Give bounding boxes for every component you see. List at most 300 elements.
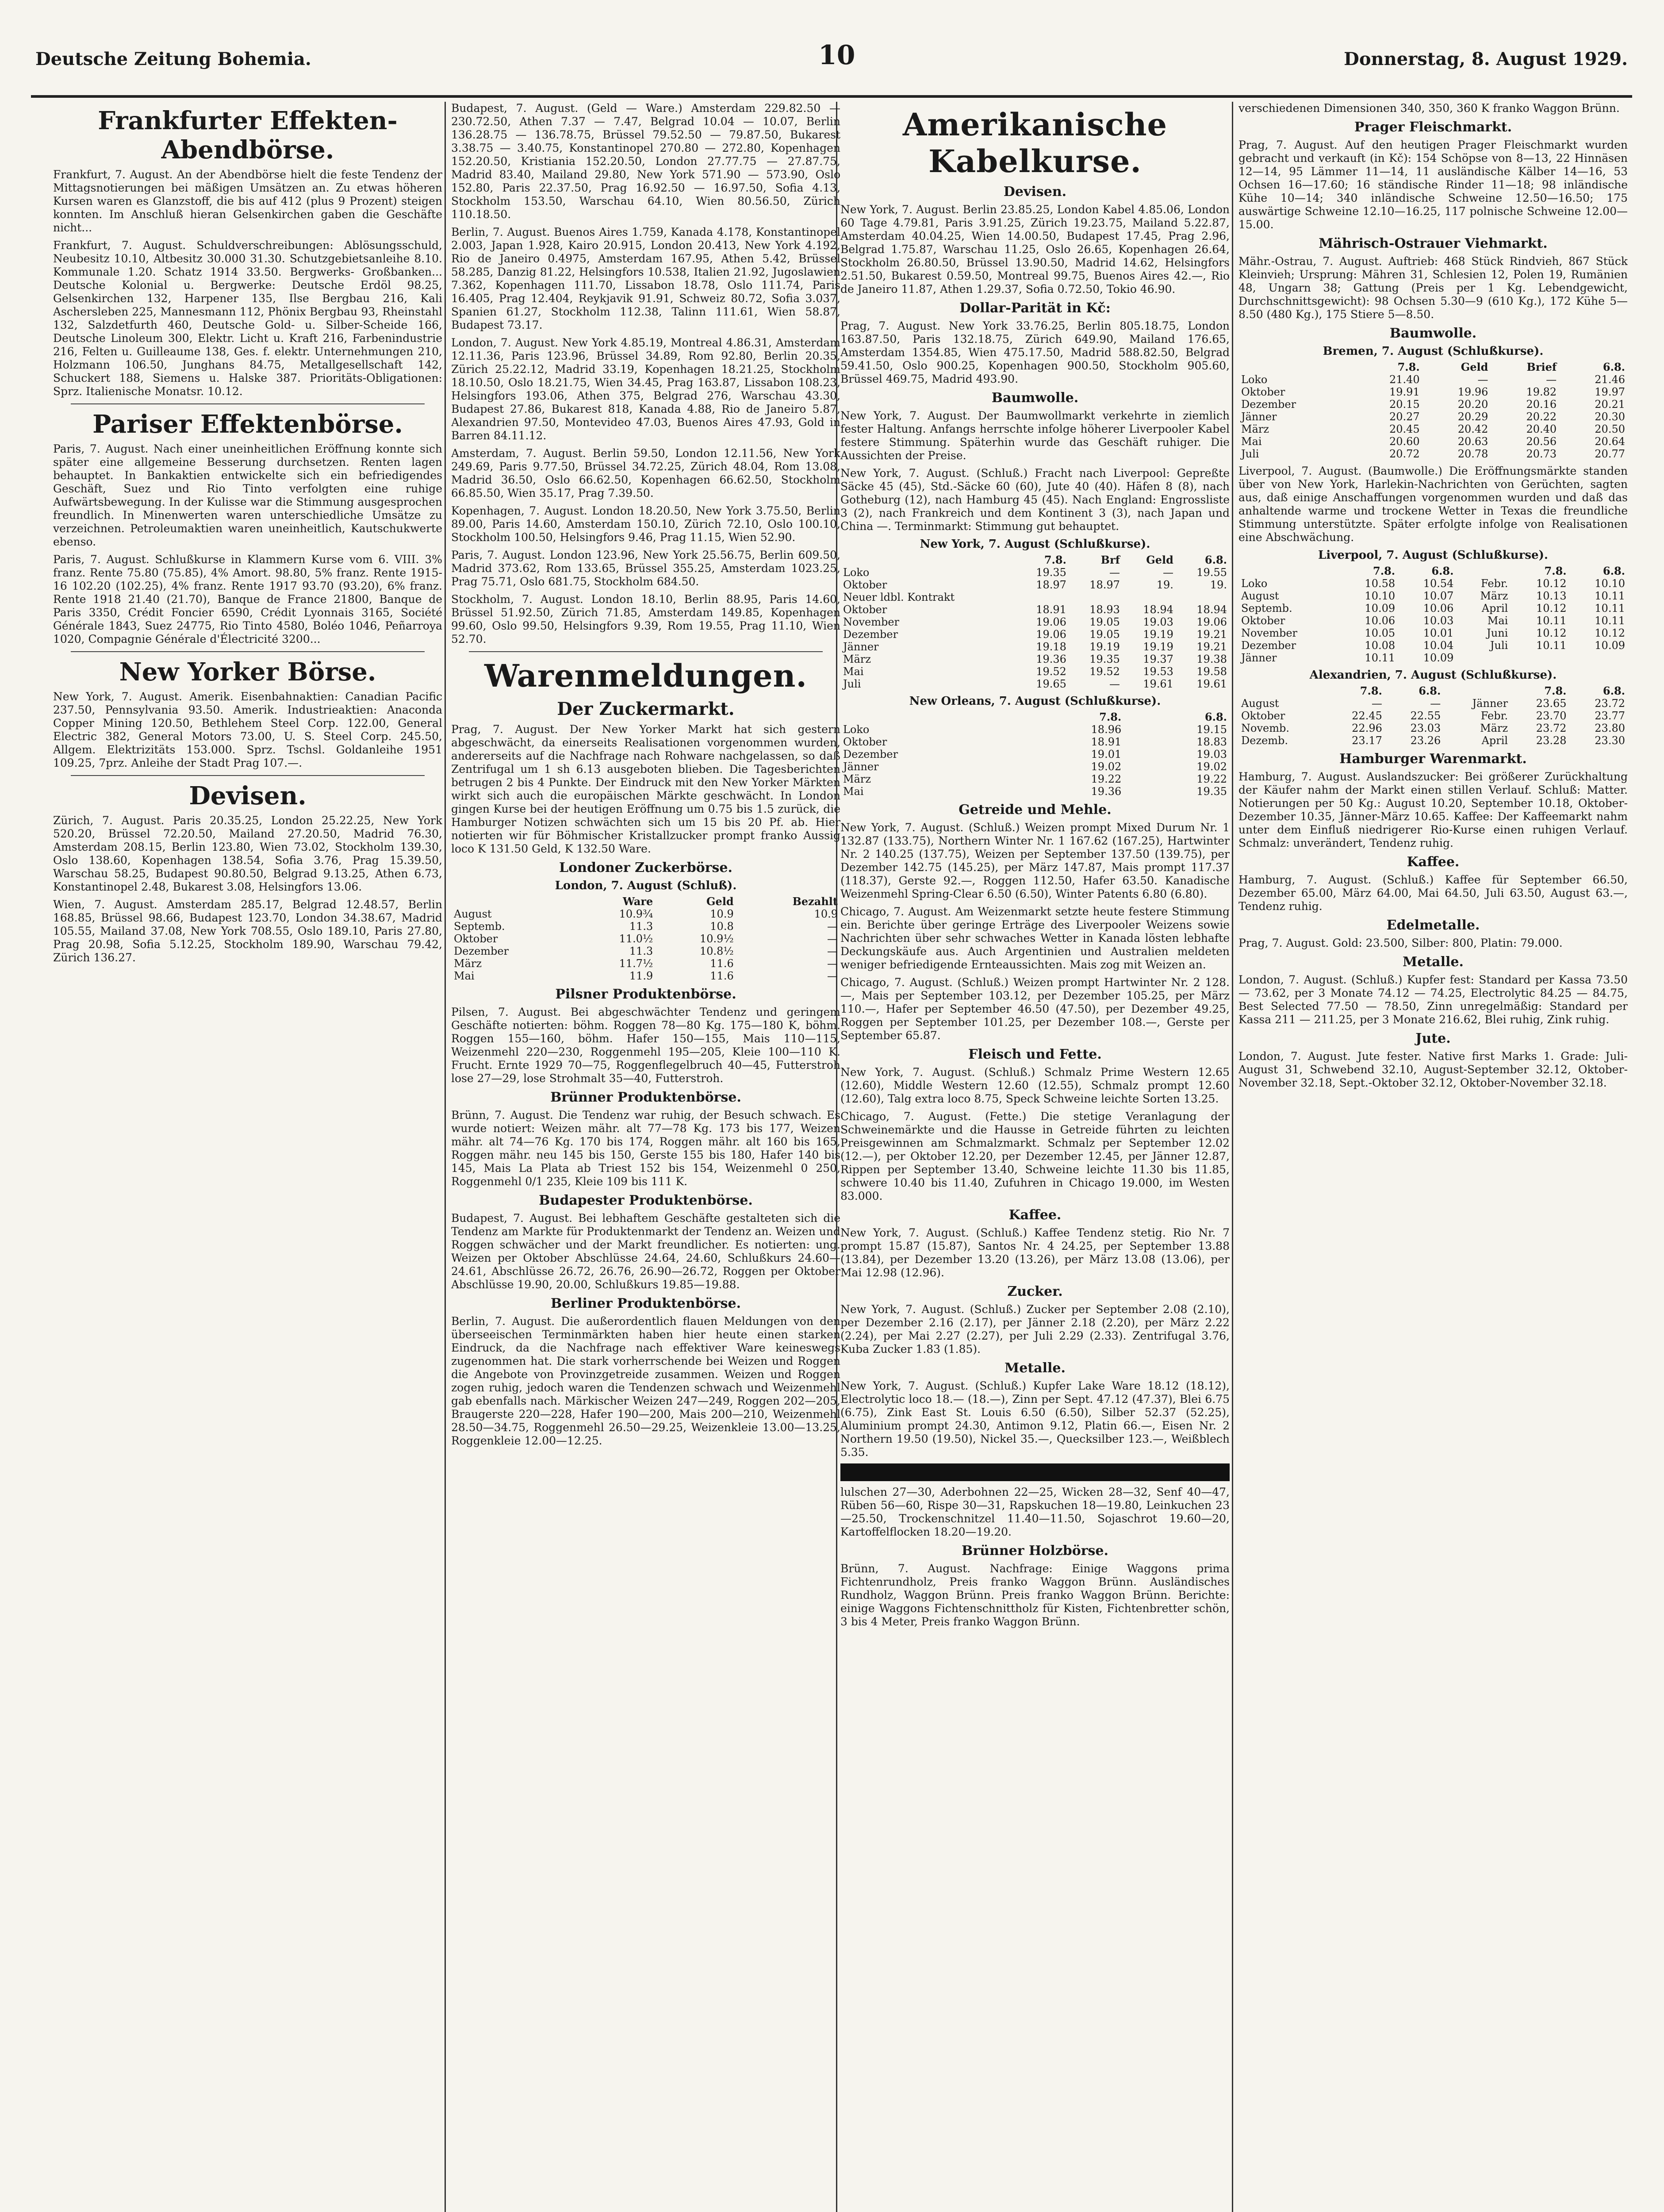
table-header: Brief <box>1526 361 1557 373</box>
table-cell: 19.06 <box>1036 616 1066 628</box>
table-row <box>1238 590 1628 602</box>
table-cell: 19.55 <box>1196 566 1227 579</box>
table-cell: 20.64 <box>1595 435 1625 448</box>
price-table <box>1238 565 1628 664</box>
table-cell: Febr. <box>1480 710 1508 722</box>
table-cell: 19.38 <box>1196 653 1227 665</box>
table-cell: März <box>1480 722 1508 734</box>
table-cell: 19.61 <box>1143 678 1173 690</box>
table-cell: 20.42 <box>1457 423 1488 435</box>
table-cell: 18.97 <box>1089 579 1120 591</box>
table-body <box>1238 373 1628 460</box>
table-cell: 18.97 <box>1036 579 1066 591</box>
table-cell: 23.80 <box>1595 722 1625 734</box>
table-row <box>840 603 1230 616</box>
table-row <box>1238 614 1628 627</box>
table-cell: Dezember <box>843 628 898 641</box>
article-text: New York, 7. August. (Schluß.) Kaffee Tendenz stetig. Rio Nr. 7 prompt 15.87 (15.87), Santos Nr. 4 24.25, per September 13.88 (13.84), per Dezember 13.20 (13.26), per März 13.08 (13.06), per Mai 12.98 (12.96). <box>840 1226 1230 1279</box>
table-cell: Jänner <box>1241 652 1277 664</box>
table-cell: 10.03 <box>1423 614 1454 627</box>
table-cell: Oktober <box>1241 614 1285 627</box>
price-table <box>1238 684 1628 747</box>
table-cell: — <box>827 970 838 982</box>
table-cell: 19.35 <box>1036 566 1066 579</box>
section-subtitle: Devisen. <box>1003 184 1067 200</box>
table-title: London, 7. August (Schluß). <box>555 879 737 892</box>
article-text: New York, 7. August. (Schluß.) Fracht nach Liverpool: Gepreßte Säcke 45 (45), Std.-Säcke 60 (60), Jute 40 (40). Häfen 8 (8), nach Gotheburg (12), nach Hamburg 45 (45). Nach England: Engrossliste 3 (2), nach Frankreich und dem Kontinent 3 (3), nach Japan und China —. Terminmarkt: Stimmung gut behauptet. <box>840 467 1230 533</box>
table-cell: Jänner <box>1472 697 1508 710</box>
table-cell: März <box>843 773 871 785</box>
table-cell: 19.53 <box>1143 665 1173 678</box>
table-row <box>840 723 1230 736</box>
section-title: Metalle. <box>1005 1360 1066 1376</box>
table-cell: 23.26 <box>1410 734 1441 747</box>
table-cell: Juli <box>843 678 861 690</box>
table-cell: 10.07 <box>1423 590 1454 602</box>
table-cell: 19.52 <box>1036 665 1066 678</box>
table-cell: Dezember <box>454 945 509 957</box>
section-title: Baumwolle. <box>1389 326 1477 341</box>
section-title: Berliner Produktenbörse. <box>550 1296 741 1311</box>
table-header: 6.8. <box>1603 684 1625 697</box>
table-cell: 21.40 <box>1389 373 1420 386</box>
table-cell: 10.10 <box>1595 577 1625 590</box>
section-title: Kaffee. <box>1008 1207 1062 1223</box>
table-cell <box>1123 591 1176 603</box>
table-cell: 10.09 <box>1423 652 1454 664</box>
table-cell: März <box>1480 590 1508 602</box>
table-cell: 20.50 <box>1595 423 1625 435</box>
table-cell: 10.10 <box>1365 590 1396 602</box>
table-title: Bremen, 7. August (Schlußkurse). <box>1323 345 1544 358</box>
section-title: Getreide und Mehle. <box>959 802 1112 818</box>
table-row <box>451 957 840 970</box>
table-cell: Jänner <box>843 641 879 653</box>
table-cell: Loko <box>843 723 870 736</box>
article-text: Wien, 7. August. Amsterdam 285.17, Belgrad 12.48.57, Berlin 168.85, Brüssel 98.66, Budapest 123.70, London 34.38.67, Madrid 105.55, Mailand 37.08, New York 708.55, Oslo 189.10, Paris 27.80, Prag 20.98, Sofia 5.12.25, Stockholm 189.90, Warschau 79.42, Zürich 136.27. <box>53 898 442 964</box>
table-cell: Loko <box>1241 373 1268 386</box>
price-table <box>451 895 840 982</box>
table-header: Geld <box>706 895 734 908</box>
table-cell: 22.55 <box>1410 710 1441 722</box>
table-cell: März <box>1241 423 1269 435</box>
table-row <box>840 736 1230 748</box>
table-header: 7.8. <box>1544 684 1567 697</box>
table-cell: 11.3 <box>629 920 653 933</box>
section-title: Metalle. <box>1403 954 1464 970</box>
table-cell: — <box>827 920 838 933</box>
table-cell: März <box>454 957 482 970</box>
section-title: Mährisch-Ostrauer Viehmarkt. <box>1319 236 1548 251</box>
table-cell: 19.19 <box>1143 628 1173 641</box>
table-header <box>840 553 1016 566</box>
table-cell: Oktober <box>1241 386 1285 398</box>
divider <box>71 403 425 404</box>
table-row <box>840 678 1230 690</box>
section-title: Edelmetalle. <box>1386 918 1480 933</box>
table-cell: 19.35 <box>1089 653 1120 665</box>
section-title: Amerikanische Kabelkurse. <box>902 106 1168 180</box>
table-cell: 19.01 <box>1091 748 1122 760</box>
table-header: 6.8. <box>1204 553 1227 566</box>
column-2 <box>451 102 840 2212</box>
table-cell: — <box>827 945 838 957</box>
table-cell: 23.72 <box>1536 722 1567 734</box>
table-cell: 20.63 <box>1457 435 1488 448</box>
table-cell: 10.13 <box>1536 590 1567 602</box>
table-cell: 19.97 <box>1595 386 1625 398</box>
table-row <box>840 628 1230 641</box>
table-cell: 19.03 <box>1143 616 1173 628</box>
table-header: 6.8. <box>1204 710 1227 723</box>
table-cell: 19.19 <box>1089 641 1120 653</box>
table-cell: Juli <box>1490 639 1508 652</box>
article-text: New York, 7. August. Amerik. Eisenbahnaktien: Canadian Pacific 237.50, Pennsylvania 93.50. Amerik. Industrieaktien: Anaconda Copper Mining 120.50, Bethlehem Steel Corp. 122.00, General Electric 382, General Motors 73.00, U. S. Steel Corp. 245.50, Allgem. Elektrizitäts 153.000. Sprz. Tschsl. Goldanleihe 1951 109.25, 7prz. Anleihe der Stadt Prag 107.—. <box>53 690 442 769</box>
table-cell: 10.11 <box>1536 639 1567 652</box>
table-cell: 19.36 <box>1036 653 1066 665</box>
article-text: Prag, 7. August. Der New Yorker Markt hat sich gestern abgeschwächt, da einerseits Realisationen vorgenommen wurden, andererseits auf die Nachfrage nach Rohware nachgelassen, so daß Zentrifugal um 1 sh 6.13 ausgeboten blieben. Die Tagesberichten betrugen 2 bis 4 Punkte. Der Eindruck mit den New Yorker Märkten wirkt sich auch die europäischen Märkte geschwächt. In London gingen Kurse bei der heutigen Eröffnung um 0.75 bis 1.5 zurück, die Hamburger Notizen schwächten sich um 15 bis 20 Pf. ab. Hier notierten wir für Böhmischer Kristallzucker prompt franko Aussig loco K 131.50 Geld, K 132.50 Ware. <box>451 723 840 855</box>
table-cell: 18.94 <box>1143 603 1173 616</box>
article-text: London, 7. August. (Schluß.) Kupfer fest: Standard per Kassa 73.50 — 73.62, per 3 Monate 74.12 — 74.25, Electrolytic 84.25 — 84.75, Best Selected 77.50 — 78.50, Zinn unregelmäßig: Standard per Kassa 211 — 211.25, per 3 Monate 216.62, Blei ruhig, Zink ruhig. <box>1238 973 1628 1026</box>
table-cell: 22.45 <box>1352 710 1382 722</box>
table-cell: — <box>1109 566 1120 579</box>
column-1 <box>53 102 442 2212</box>
section-title: Hamburger Warenmarkt. <box>1339 751 1527 767</box>
section-title: Baumwolle. <box>991 390 1079 406</box>
table-cell: 19.15 <box>1196 723 1227 736</box>
table-cell: Oktober <box>843 579 887 591</box>
table-cell: Oktober <box>454 933 498 945</box>
table-cell: Oktober <box>843 736 887 748</box>
article-text: London, 7. August. New York 4.85.19, Montreal 4.86.31, Amsterdam 12.11.36, Paris 123.96, Brüssel 34.89, Rom 92.80, Berlin 20.35, Zürich 25.22.12, Madrid 33.19, Kopenhagen 18.21.25, Stockholm 18.10.50, Oslo 18.21.75, Wien 34.45, Prag 163.87, Lissabon 108.23, Helsingfors 193.06, Athen 375, Belgrad 276, Warschau 43.30, Budapest 27.86, Bukarest 818, Kanada 4.88, Rio de Janeiro 5.87, Alexandrien 97.50, Montevideo 47.03, Buenos Aires 47.93, Gold in Barren 84.11.12. <box>451 336 840 442</box>
table-header: Geld <box>1461 361 1488 373</box>
table-cell: 10.12 <box>1536 627 1567 639</box>
table-row <box>1238 627 1628 639</box>
table-cell: 20.16 <box>1526 398 1557 411</box>
section-title: Pariser Effektenbörse. <box>92 410 403 439</box>
table-cell: 19.52 <box>1089 665 1120 678</box>
table-cell: 10.9½ <box>700 933 734 945</box>
table-cell: 19.96 <box>1457 386 1488 398</box>
table-cell: Loko <box>843 566 870 579</box>
table-cell: 19.22 <box>1196 773 1227 785</box>
article-text: Paris, 7. August. Nach einer uneinheitlichen Eröffnung konnte sich später eine allgemeine Besserung durchsetzen. Renten lagen behauptet. In Bankaktien entwickelte sich ein befriedigendes Geschäft, Suez und Rio Tinto verfolgten eine ruhige Aufwärtsbewegung. In der Kulisse war die Stimmung ausgesprochen freundlich. In Minenwerten waren unterschiedliche Umsätze zu verzeichnen. Petroleumaktien waren uneinheitlich, Kautschukwerte ebenso. <box>53 442 442 548</box>
table-cell <box>1069 591 1123 603</box>
table-cell: August <box>1241 590 1279 602</box>
article-text: New York, 7. August. (Schluß.) Kupfer Lake Ware 18.12 (18.12), Electrolytic loco 18.— (18.—), Zinn per Sept. 47.12 (47.37), Blei 6.75 (6.75), Zink East St. Louis 6.50 (6.50), Silber 52.37 (52.25), Aluminium prompt 24.30, Antimon 9.12, Platin 66.—, Eisen Nr. 2 Northern 19.50 (19.50), Nickel 35.—, Quecksilber 123.—, Weißblech 5.35. <box>840 1379 1230 1459</box>
table-title: New Orleans, 7. August (Schlußkurse). <box>909 695 1161 708</box>
table-title: New York, 7. August (Schlußkurse). <box>920 538 1150 551</box>
issue-date: Donnerstag, 8. August 1929. <box>1344 49 1628 69</box>
table-cell: Dezemb. <box>1241 734 1288 747</box>
table-cell: 23.70 <box>1536 710 1567 722</box>
table-cell: 10.8 <box>710 920 734 933</box>
table-header <box>451 895 575 908</box>
price-table <box>840 553 1230 690</box>
table-cell: 10.09 <box>1365 602 1396 614</box>
table-cell: 19.02 <box>1091 760 1122 773</box>
table-cell: 19.36 <box>1091 785 1122 798</box>
article-text: New York, 7. August. Der Baumwollmarkt verkehrte in ziemlich fester Haltung. Anfangs herrschte infolge höherer Liverpooler Kabel festere Stimmung. Späterhin wurde das Geschäft ruhiger. Die Aussichten der Preise. <box>840 409 1230 462</box>
table-row <box>840 591 1230 603</box>
article-text: Paris, 7. August. Schlußkurse in Klammern Kurse vom 6. VIII. 3% franz. Rente 75.80 (75.85), 4% Amort. 98.80, 5% franz. Rente 1915-16 102.20 (102.25), 4% franz. Rente 1917 93.70 (93.20), 6% franz. Rente 1918 21.40 (21.70), Banque de France 21800, Banque de Paris 3350, Crédit Foncier 6590, Crédit Lyonnais 3165, Société Générale 1843, Suez 24775, Rio Tinto 4580, Boléo 1046, Peñarroya 1020, Compagnie Générale d'Électricité 3200... <box>53 553 442 645</box>
section-title: New Yorker Börse. <box>119 657 376 687</box>
table-cell: Mai <box>454 970 475 982</box>
table-row <box>1238 697 1628 710</box>
table-cell: 10.58 <box>1365 577 1396 590</box>
table-header: 7.8. <box>1397 361 1420 373</box>
table-cell: 19.35 <box>1196 785 1227 798</box>
article-text: Berlin, 7. August. Die außerordentlich flauen Meldungen von den überseeischen Terminmärkten haben hier heute einen starken Eindruck, da die Nachfrage nach effektiver Ware keineswegs zugenommen hat. Die stark vorherrschende bei Weizen und Roggen die Angebote von Provinzgetreide zusammen. Weizen und Roggen zogen ruhig, jedoch waren die Tendenzen schwach und Weizenmehl gab ebenfalls nach. Märkischer Weizen 247—249, Roggen 202—205, Braugerste 220—228, Hafer 190—200, Mais 200—210, Weizenmehl 28.50—34.75, Roggenmehl 26.50—29.25, Weizenkleie 13.00—13.25, Roggenkleie 12.00—12.25. <box>451 1315 840 1447</box>
article-text: Brünn, 7. August. Die Tendenz war ruhig, der Besuch schwach. Es wurde notiert: Weizen mähr. alt 77—78 Kg. 173 bis 177, Weizen mähr. alt 74—76 Kg. 170 bis 174, Roggen mähr. alt 160 bis 165, Roggen mähr. neu 145 bis 150, Gerste 155 bis 180, Hafer 140 bis 145, Mais La Plata ab Triest 152 bis 154, Weizenmehl 0 250, Roggenmehl 0/1 235, Kleie 109 bis 111 K. <box>451 1109 840 1188</box>
table-cell: 19.82 <box>1526 386 1557 398</box>
table-row <box>1238 577 1628 590</box>
table-cell: 20.60 <box>1389 435 1420 448</box>
table-cell: 10.12 <box>1536 602 1567 614</box>
table-cell: — <box>1371 697 1382 710</box>
table-cell: 10.11 <box>1595 602 1625 614</box>
article-text: Zürich, 7. August. Paris 20.35.25, London 25.22.25, New York 520.20, Brüssel 72.20.50, Mailand 27.20.50, Madrid 76.30, Amsterdam 208.15, Berlin 123.80, Wien 73.02, Stockholm 139.30, Oslo 138.60, Kopenhagen 138.54, Sofia 3.76, Prag 15.39.50, Warschau 58.25, Budapest 90.80.50, Belgrad 9.13.25, Athen 6.73, Konstantinopel 2.48, Bukarest 3.08, Helsingfors 13.06. <box>53 814 442 893</box>
table-cell: — <box>1430 697 1441 710</box>
table-cell <box>1456 652 1511 664</box>
table-header: 6.8. <box>1603 361 1625 373</box>
table-cell: 20.27 <box>1389 411 1420 423</box>
table-cell: 11.7½ <box>619 957 653 970</box>
table-cell: 20.40 <box>1526 423 1557 435</box>
table-row <box>1238 398 1628 411</box>
table-cell: 20.45 <box>1389 423 1420 435</box>
table-cell: 11.9 <box>629 970 653 982</box>
table-row <box>451 920 840 933</box>
price-table <box>1238 361 1628 460</box>
article-text: Liverpool, 7. August. (Baumwolle.) Die Eröffnungsmärkte standen über von New York, Harlekin-Nachrichten von Gerüchten, sagten aus, daß einige Anschaffungen vorgenommen wurden und daß das anhaltende warme und trockene Wetter in Texas die freundliche Stimmung unterstützte. Später erfolgte infolge von Realisationen eine Abschwächung. <box>1238 465 1628 544</box>
table-cell: — <box>827 933 838 945</box>
table-cell: 10.06 <box>1423 602 1454 614</box>
article-text: Hamburg, 7. August. (Schluß.) Kaffee für September 66.50, Dezember 65.00, März 64.00, Mai 64.50, Juli 63.50, August 63.—, Tendenz ruhig. <box>1238 873 1628 913</box>
table-cell: 18.83 <box>1196 736 1227 748</box>
article-text: New York, 7. August. (Schluß.) Schmalz Prime Western 12.65 (12.60), Middle Western 12.60 (12.55), Schmalz prompt 12.60 (12.60), Talg extra loco 8.75, Speck Schweine leichte Sorten 13.25. <box>840 1066 1230 1105</box>
article-text: New York, 7. August. Berlin 23.85.25, London Kabel 4.85.06, London 60 Tage 4.79.81, Paris 3.91.25, Zürich 19.23.75, Mailand 5.22.87, Amsterdam 40.04.25, Wien 14.00.50, Budapest 17.45, Prag 2.96, Belgrad 1.75.87, Warschau 11.25, Oslo 26.65, Kopenhagen 26.64, Stockholm 26.80.50, Brüssel 13.90.50, Madrid 14.62, Helsingfors 2.51.50, Bukarest 0.59.50, Montreal 99.75, Buenos Aires 42.—, Rio de Janeiro 11.87, Athen 1.29.37, Sofia 0.72.50, Tokio 46.90. <box>840 203 1230 296</box>
table-body <box>1238 577 1628 664</box>
table-cell: 23.03 <box>1410 722 1441 734</box>
table-header <box>1238 361 1354 373</box>
table-cell: Loko <box>1241 577 1268 590</box>
table-title: Liverpool, 7. August (Schlußkurse). <box>1318 549 1548 562</box>
article-text: London, 7. August. Jute fester. Native first Marks 1. Grade: Juli-August 31, Schwebend 32.10, August-September 32.12, Oktober-November 32.18, Sept.-Oktober 32.12, Oktober-November 32.18. <box>1238 1050 1628 1089</box>
table-cell: 20.15 <box>1389 398 1420 411</box>
table-header: 7.8. <box>1373 565 1396 577</box>
section-title: Dollar-Parität in Kč: <box>959 300 1111 316</box>
table-cell: Dezember <box>1241 639 1296 652</box>
table-body <box>840 723 1230 798</box>
table-cell: 10.12 <box>1536 577 1567 590</box>
table-cell: 18.91 <box>1036 603 1066 616</box>
table-header <box>840 710 1019 723</box>
table-cell: März <box>843 653 871 665</box>
column-rule <box>1232 102 1233 2212</box>
section-title: Warenmeldungen. <box>484 657 807 694</box>
table-cell: 19. <box>1210 579 1227 591</box>
article-text: Berlin, 7. August. Buenos Aires 1.759, Kanada 4.178, Konstantinopel 2.003, Japan 1.928, Kairo 20.915, London 20.413, New York 4.192, Rio de Janeiro 0.4975, Amsterdam 167.95, Athen 5.42, Brüssel 58.285, Danzig 81.22, Helsingfors 10.538, Italien 21.92, Jugoslawien 7.362, Kopenhagen 111.70, Lissabon 18.78, Oslo 111.74, Paris 16.405, Prag 12.404, Reykjavik 91.91, Schweiz 80.72, Sofia 3.037, Spanien 61.27, Stockholm 112.38, Talinn 111.61, Wien 58.87, Budapest 73.17. <box>451 226 840 331</box>
table-cell: August <box>454 908 492 920</box>
table-row <box>840 785 1230 798</box>
article-text: Mähr.-Ostrau, 7. August. Auftrieb: 468 Stück Rindvieh, 867 Stück Kleinvieh; Ursprung: Mähren 31, Schlesien 12, Polen 19, Rumänien 48, Ungarn 38; Gattung (Preis per 1 Kg. Lebendgewicht, Durchschnittsgewicht): 98 Ochsen 5.30—9 (610 Kg.), 172 Kühe 5—8.50 (480 Kg.), 175 Stiere 5—8.50. <box>1238 255 1628 321</box>
table-row <box>840 653 1230 665</box>
table-cell: 18.96 <box>1091 723 1122 736</box>
table-cell: 19.18 <box>1036 641 1066 653</box>
table-cell: 10.11 <box>1365 652 1396 664</box>
table-cell: 10.11 <box>1536 614 1567 627</box>
table-row <box>840 665 1230 678</box>
article-text: New York, 7. August. (Schluß.) Weizen prompt Mixed Durum Nr. 1 132.87 (133.75), Northern Winter Nr. 1 167.62 (167.25), Hartwinter Nr. 2 140.25 (137.75), Weizen per September 137.50 (139.75), per Dezember 142.75 (145.25), per März 147.87, Mais prompt 117.37 (118.37), Gerste 92.—, Roggen 112.50, Hafer 63.50. Kanadische Weizenmehl Spring-Clear 6.50 (6.50), Winter Patents 6.80 (6.80). <box>840 821 1230 900</box>
article-text: Prag, 7. August. New York 33.76.25, Berlin 805.18.75, London 163.87.50, Paris 132.18.75, Zürich 649.90, Mailand 176.65, Amsterdam 1354.85, Wien 475.17.50, Madrid 588.82.50, Belgrad 59.41.50, Oslo 900.25, Kopenhagen 900.50, Stockholm 905.60, Brüssel 469.75, Madrid 493.90. <box>840 319 1230 385</box>
section-title: Fleisch und Fette. <box>968 1047 1102 1062</box>
section-title: Kaffee. <box>1407 854 1460 870</box>
table-row <box>1238 639 1628 652</box>
table-cell: Novemb. <box>1241 722 1289 734</box>
table-header: 6.8. <box>1603 565 1625 577</box>
article-text: Chicago, 7. August. (Fette.) Die stetige Veranlagung der Schweinemärkte und die Hausse in Getreide führten zu leichten Preisgewinnen am Schmalzmarkt. Schmalz per September 12.02 (12.—), per Oktober 12.20, per Dezember 12.45, per Jänner 12.87, Rippen per September 13.40, Schweine leichte 11.30 bis 11.85, schwere 10.40 bis 11.40, Zufuhren in Chicago 19.000, im Westen 83.000. <box>840 1110 1230 1202</box>
article-text: Hamburg, 7. August. Auslandszucker: Bei größerer Zurückhaltung der Käufer nahm der Markt einen stillen Verlauf. Schluß: Matter. Notierungen per 50 Kg.: August 10.20, September 10.18, Oktober-Dezember 10.35, Jänner-März 10.65. Kaffee: Der Kaffeemarkt nahm unter dem Einfluß niedrigerer Rio-Kurse einen ruhigen Verlauf. Schmalz: unverändert, Tendenz ruhig. <box>1238 770 1628 849</box>
article-text: Frankfurt, 7. August. An der Abendbörse hielt die feste Tendenz der Mittagsnotierungen bei mäßigen Umsätzen an. Zu etwas höheren Kursen waren es Glanzstoff, die bis auf 412 (plus 9 Prozent) steigen konnten. Im Anschluß hieran Gelsenkirchen gaben die Geschäfte nicht... <box>53 168 442 234</box>
table-cell <box>1016 591 1069 603</box>
table-header <box>1238 684 1326 697</box>
table-cell: Jänner <box>843 760 879 773</box>
table-cell: 23.28 <box>1536 734 1567 747</box>
newspaper-name: Deutsche Zeitung Bohemia. <box>35 49 311 69</box>
table-header: 7.8. <box>1544 565 1567 577</box>
table-row <box>1238 602 1628 614</box>
section-title: Budapester Produktenbörse. <box>539 1193 753 1208</box>
table-row <box>840 748 1230 760</box>
table-cell: 10.06 <box>1365 614 1396 627</box>
table-header: Geld <box>1146 553 1173 566</box>
table-row <box>451 933 840 945</box>
table-header <box>1238 565 1339 577</box>
section-title: Jute. <box>1415 1031 1451 1046</box>
table-cell: 19.21 <box>1196 628 1227 641</box>
table-header: Bezahlt <box>792 895 838 908</box>
table-cell: 19.02 <box>1196 760 1227 773</box>
price-table <box>840 710 1230 798</box>
table-cell: 19.19 <box>1143 641 1173 653</box>
table-cell: November <box>843 616 900 628</box>
table-cell: Febr. <box>1480 577 1508 590</box>
article-text: Prag, 7. August. Gold: 23.500, Silber: 800, Platin: 79.000. <box>1238 937 1563 949</box>
article-text: Prag, 7. August. Auf den heutigen Prager Fleischmarkt wurden gebracht und verkauft (in Kč): 154 Schöpse von 8—13, 22 Hinnäsen 12—14, 95 Lämmer 11—14, 11 ausländische Kälber 14—16, 53 Ochsen 16—17.60; 16 ständische Rinder 11—18; 98 inländische Kühe 10—14; 340 inländische Schweine 12.50—16.50; 175 auswärtige Schweine 12.10—16.25, 117 polnische Schweine 12.00—15.00. <box>1238 138 1628 231</box>
masthead <box>31 18 1632 98</box>
table-cell: 20.22 <box>1526 411 1557 423</box>
table-cell: 10.9 <box>814 908 838 920</box>
table-cell: Juni <box>1487 627 1508 639</box>
table-cell: Dezember <box>1241 398 1296 411</box>
article-text: Brünn, 7. August. Nachfrage: Einige Waggons prima Fichtenrundholz, Preis franko Waggon Brünn. Ausländisches Rundholz, Waggon Brünn. Preis franko Waggon Brünn. Berichte: einige Waggons Fichtenschnittholz für Kisten, Fichtenbretter schön, 3 bis 4 Meter, Preis franko Waggon Brünn. <box>840 1562 1230 1628</box>
table-cell: 19.06 <box>1036 628 1066 641</box>
column-rule <box>445 102 446 2212</box>
table-cell: 10.08 <box>1365 639 1396 652</box>
table-cell: 19.37 <box>1143 653 1173 665</box>
table-cell: 20.30 <box>1595 411 1625 423</box>
table-cell: Mai <box>843 785 864 798</box>
table-cell: 19.05 <box>1089 616 1120 628</box>
section-title: Pilsner Produktenbörse. <box>555 987 736 1002</box>
table-header: 7.8. <box>1360 684 1382 697</box>
table-row <box>1238 652 1628 664</box>
section-title: Devisen. <box>189 781 307 810</box>
divider <box>469 651 823 652</box>
table-cell: 20.20 <box>1457 398 1488 411</box>
table-header: 6.8. <box>1419 684 1441 697</box>
section-title: Zucker. <box>1007 1284 1063 1299</box>
table-cell: — <box>1546 373 1557 386</box>
table-cell: Juli <box>1241 448 1259 460</box>
table-cell: 23.65 <box>1536 697 1567 710</box>
article-text: Chicago, 7. August. (Schluß.) Weizen prompt Hartwinter Nr. 2 128.—, Mais per September 103.12, per Dezember 105.25, per März 110.—, Hafer per September 46.50 (47.50), per Dezember 49.25, Roggen per September 101.25, per Dezember 108.—, Gerste per September 65.87. <box>840 976 1230 1042</box>
table-row <box>1238 423 1628 435</box>
table-cell: 20.29 <box>1457 411 1488 423</box>
table-cell: 10.05 <box>1365 627 1396 639</box>
table-cell: 19.03 <box>1196 748 1227 760</box>
table-cell: — <box>1109 678 1120 690</box>
section-title: Prager Fleischmarkt. <box>1354 119 1512 135</box>
table-cell: 10.9 <box>710 908 734 920</box>
table-cell: Mai <box>1241 435 1262 448</box>
table-cell: 20.56 <box>1526 435 1557 448</box>
article-text: Stockholm, 7. August. London 18.10, Berlin 88.95, Paris 14.60, Brüssel 51.92.50, Zürich 71.85, Amsterdam 149.85, Kopenhagen 99.60, Oslo 99.50, Helsingfors 9.39, Rom 19.55, Prag 11.10, Wien 52.70. <box>451 593 840 645</box>
table-cell <box>1569 652 1628 664</box>
table-cell <box>1511 652 1569 664</box>
table-cell: 23.17 <box>1352 734 1382 747</box>
table-cell: 23.77 <box>1595 710 1625 722</box>
table-row <box>840 579 1230 591</box>
table-cell: April <box>1481 734 1508 747</box>
table-cell: 21.46 <box>1595 373 1625 386</box>
table-header: Ware <box>622 895 653 908</box>
table-row <box>1238 710 1628 722</box>
table-cell: November <box>1241 627 1298 639</box>
table-cell: August <box>1241 697 1279 710</box>
black-bar <box>840 1463 1230 1481</box>
article-text: Budapest, 7. August. Bei lebhaftem Geschäfte gestalteten sich die Tendenz am Markte für Produktenmarkt der Tendenz an. Weizen und Roggen schwächer und der Markt freundlicher. Es notierten: ung. Weizen per Oktober Abschlüsse 24.64, 24.60, Schlußkurs 24.60—24.61, Abschlüsse 26.72, 26.76, 26.90—26.72, Roggen per Oktober Abschlüsse 19.90, 20.00, Schlußkurs 19.85—19.88. <box>451 1212 840 1291</box>
table-cell: 22.96 <box>1352 722 1382 734</box>
table-body <box>1238 697 1628 747</box>
article-text: Chicago, 7. August. Am Weizenmarkt setzte heute festere Stimmung ein. Berichte über geringe Erträge des Liverpooler Weizens sowie Nachrichten über sehr schwaches Wetter in Kanada lösten lebhafte Deckungskäufe aus. Auch Argentinien und Australien meldeten weniger befriedigende Ernteaussichten. Mais zog mit Weizen an. <box>840 905 1230 971</box>
table-cell: 20.21 <box>1595 398 1625 411</box>
section-title: Brünner Produktenbörse. <box>550 1090 741 1105</box>
table-row <box>1238 373 1628 386</box>
table-row <box>451 970 840 982</box>
section-title: Frankfurter Effekten-Abendbörse. <box>98 106 398 165</box>
table-title: Alexandrien, 7. August (Schlußkurse). <box>1309 668 1557 682</box>
article-text: Amsterdam, 7. August. Berlin 59.50, London 12.11.56, New York 249.69, Paris 9.77.50, Brüssel 34.72.25, Zürich 48.04, Rom 13.08, Madrid 36.50, Oslo 66.62.50, Kopenhagen 66.62.50, Stockholm 66.85.50, Wien 35.17, Prag 7.39.50. <box>451 447 840 499</box>
table-cell: 23.30 <box>1595 734 1625 747</box>
article-text: Budapest, 7. August. (Geld — Ware.) Amsterdam 229.82.50 — 230.72.50, Athen 7.37 — 7.47, Belgrad 10.04 — 10.07, Berlin 136.28.75 — 136.78.75, Brüssel 79.52.50 — 79.87.50, Bukarest 3.38.75 — 3.40.75, Konstantinopel 270.80 — 272.80, Kopenhagen 152.20.50, Kristiania 152.20.50, London 27.77.75 — 27.87.75, Madrid 83.40, Mailand 29.80, New York 571.90 — 573.90, Oslo 152.80, Paris 22.37.50, Prag 16.92.50 — 16.97.50, Sofia 4.13, Stockholm 153.50, Warschau 64.10, Wien 80.56.50, Zürich 110.18.50. <box>451 102 840 221</box>
table-cell: 10.54 <box>1423 577 1454 590</box>
table-cell: 10.09 <box>1595 639 1625 652</box>
table-row <box>1238 734 1628 747</box>
table-row <box>451 908 840 920</box>
table-row <box>840 641 1230 653</box>
table-cell: 18.91 <box>1091 736 1122 748</box>
article-text: Paris, 7. August. London 123.96, New York 25.56.75, Berlin 609.50, Madrid 373.62, Rom 133.65, Brüssel 355.25, Amsterdam 1023.25, Prag 75.71, Oslo 681.75, Stockholm 684.50. <box>451 549 840 588</box>
table-cell: 19. <box>1156 579 1173 591</box>
table-cell: April <box>1481 602 1508 614</box>
table-row <box>840 773 1230 785</box>
table-cell: 19.21 <box>1196 641 1227 653</box>
table-header <box>1456 565 1511 577</box>
table-cell: 19.61 <box>1196 678 1227 690</box>
column-4 <box>1238 102 1628 2212</box>
